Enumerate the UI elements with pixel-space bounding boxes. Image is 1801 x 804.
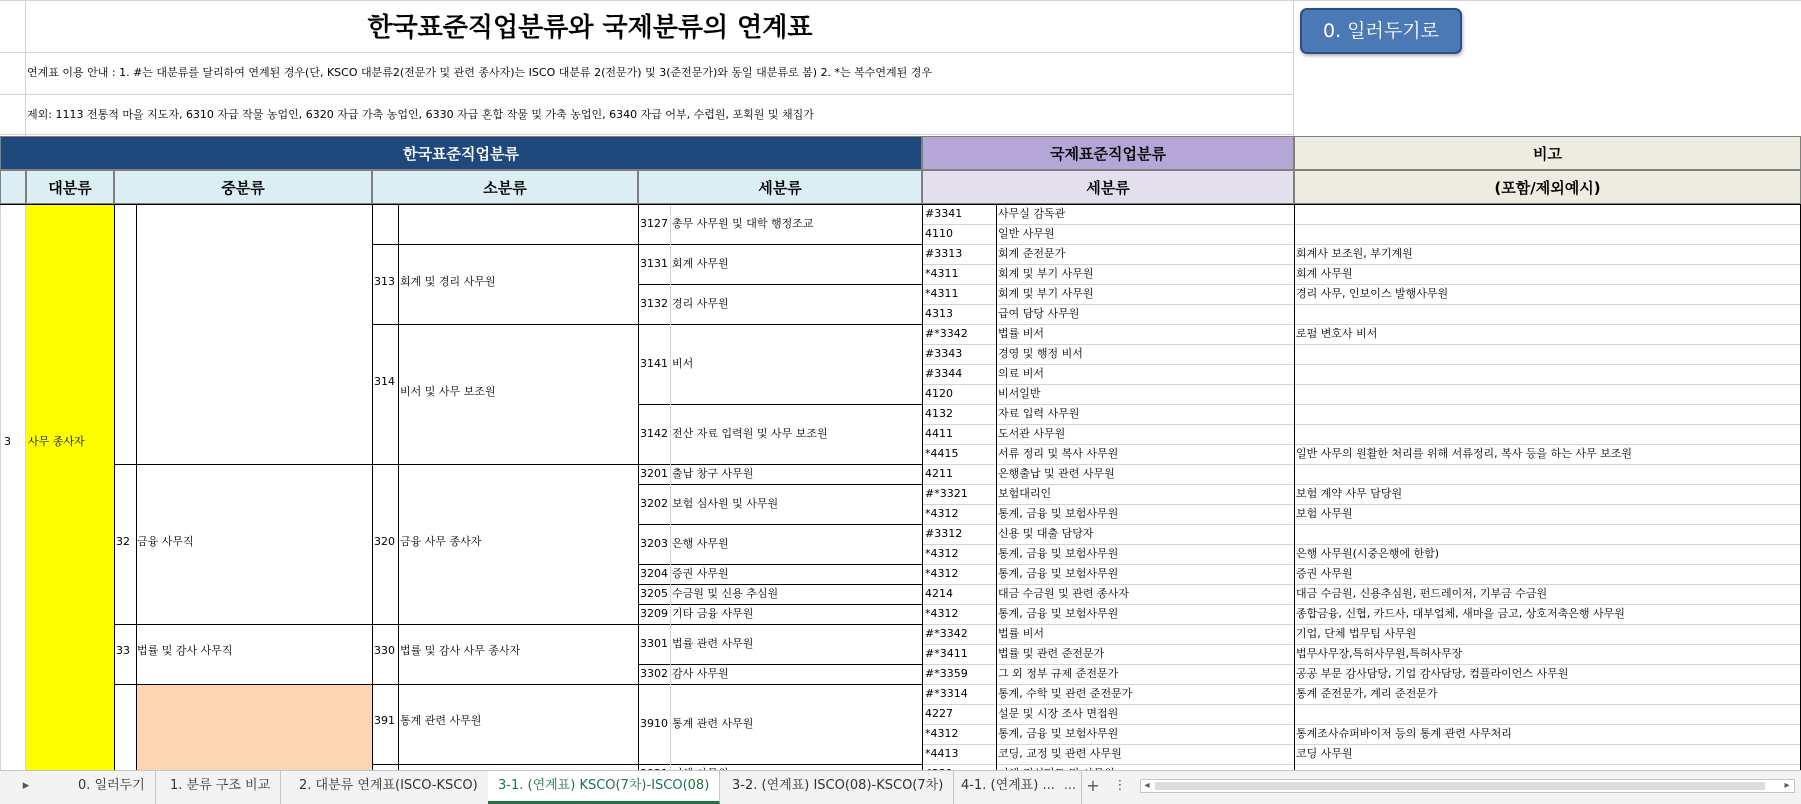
isco-code: *4312 bbox=[925, 567, 959, 580]
isco-code: *4415 bbox=[925, 447, 959, 460]
isco-code: #*3359 bbox=[925, 667, 968, 680]
header-spacer bbox=[0, 170, 26, 204]
isco-name: 보험대리인 bbox=[998, 487, 1052, 500]
unit-code: 3127 bbox=[640, 217, 668, 230]
unit-name: 출납 창구 사무원 bbox=[672, 467, 754, 480]
unit-name: 수금원 및 신용 추심원 bbox=[672, 587, 779, 600]
grid-line bbox=[0, 204, 1801, 205]
isco-code: *4312 bbox=[925, 607, 959, 620]
grid-line bbox=[372, 244, 638, 245]
isco-code: #*3321 bbox=[925, 487, 968, 500]
grid-line bbox=[25, 0, 26, 136]
grid-line bbox=[372, 464, 638, 465]
unit-name: 경리 사무원 bbox=[672, 297, 729, 310]
isco-code: 4214 bbox=[925, 587, 953, 600]
isco-name: 회계 및 부기 사무원 bbox=[998, 267, 1094, 280]
grid-line bbox=[398, 204, 399, 770]
minor-name: 금융 사무 종사자 bbox=[400, 535, 482, 548]
unit-code: 3301 bbox=[640, 637, 668, 650]
grid-line bbox=[638, 524, 922, 525]
grid-line bbox=[372, 204, 373, 770]
note-text: 로펌 변호사 비서 bbox=[1296, 327, 1378, 340]
options-icon[interactable]: ⋮ bbox=[1113, 778, 1127, 793]
note-text: 회계 사무원 bbox=[1296, 267, 1353, 280]
note-text: 증권 사무원 bbox=[1296, 567, 1353, 580]
grid-line bbox=[638, 244, 922, 245]
unit-code: 3202 bbox=[640, 497, 668, 510]
isco-name: 일반 사무원 bbox=[998, 227, 1055, 240]
isco-code: 4313 bbox=[925, 307, 953, 320]
grid-line bbox=[114, 204, 115, 770]
mid-code: 32 bbox=[116, 535, 130, 548]
unit-code: 3201 bbox=[640, 467, 668, 480]
mid-code: 33 bbox=[116, 644, 130, 657]
note-text: 통계조사슈퍼바이저 등의 통계 관련 사무처리 bbox=[1296, 727, 1512, 740]
unit-name: 기타 금융 사무원 bbox=[672, 607, 754, 620]
note-text: 일반 사무의 원활한 처리를 위해 서류정리, 복사 등을 하는 사무 보조원 bbox=[1296, 447, 1632, 460]
major-name: 사무 종사자 bbox=[28, 435, 85, 448]
unit-code: 3205 bbox=[640, 587, 668, 600]
isco-name: 자료 입력 사무원 bbox=[998, 407, 1080, 420]
isco-name: 법률 비서 bbox=[998, 327, 1045, 340]
grid-line bbox=[0, 134, 1294, 135]
isco-code: 4211 bbox=[925, 467, 953, 480]
tab-next[interactable]: 4-1. (연계표) ... bbox=[951, 771, 1082, 804]
grid-line bbox=[114, 684, 372, 685]
unit-code: 3302 bbox=[640, 667, 668, 680]
grid-line bbox=[638, 684, 922, 685]
isco-name: 급여 담당 사무원 bbox=[998, 307, 1080, 320]
isco-name: 그 외 정부 규제 준전문가 bbox=[998, 667, 1119, 680]
column-header-unit: 세분류 bbox=[638, 170, 922, 204]
unit-code: 3132 bbox=[640, 297, 668, 310]
unit-name: 감사 사무원 bbox=[672, 667, 729, 680]
minor-name: 법률 및 감사 사무 종사자 bbox=[400, 644, 521, 657]
isco-code: #3343 bbox=[925, 347, 963, 360]
unit-code: 3141 bbox=[640, 357, 668, 370]
note-header: 비고 bbox=[1294, 136, 1801, 170]
column-header-major: 대분류 bbox=[26, 170, 114, 204]
grid-line bbox=[114, 624, 372, 625]
grid-line bbox=[0, 204, 1, 770]
isco-name: 회계 준전문가 bbox=[998, 247, 1066, 260]
column-header-note-sub: (포함/제외예시) bbox=[1294, 170, 1801, 204]
isco-code: #*3411 bbox=[925, 647, 968, 660]
minor-name: 통계 관련 사무원 bbox=[400, 714, 482, 727]
minor-code: 330 bbox=[374, 644, 395, 657]
note-text: 법무사무장,특허사무원,특허사무장 bbox=[1296, 647, 1463, 660]
grid-line bbox=[996, 204, 997, 770]
column-header-sub-major: 중분류 bbox=[114, 170, 372, 204]
isco-code: #*3314 bbox=[925, 687, 968, 700]
minor-code: 314 bbox=[374, 375, 395, 388]
note-text: 은행 사무원(시중은행에 한함) bbox=[1296, 547, 1440, 560]
isco-name: 대금 수금원 및 관련 종사자 bbox=[998, 587, 1129, 600]
unit-code: 3209 bbox=[640, 607, 668, 620]
horizontal-scrollbar[interactable] bbox=[1140, 779, 1795, 793]
grid-line bbox=[0, 94, 1294, 95]
ksco-header: 한국표준직업분류 bbox=[0, 136, 922, 170]
isco-code: *4312 bbox=[925, 507, 959, 520]
page-title: 한국표준직업분류와 국제분류의 연계표 bbox=[367, 13, 813, 43]
column-header-minor: 소분류 bbox=[372, 170, 638, 204]
grid-line bbox=[670, 204, 671, 770]
note-text: 보험 계약 사무 담당원 bbox=[1296, 487, 1403, 500]
isco-name: 설문 및 시장 조사 면접원 bbox=[998, 707, 1119, 720]
unit-name: 전산 자료 입력원 및 사무 보조원 bbox=[672, 427, 828, 440]
unit-name: 증권 사무원 bbox=[672, 567, 729, 580]
isco-name: 도서관 사무원 bbox=[998, 427, 1066, 440]
isco-code: 4120 bbox=[925, 387, 953, 400]
note-text: 대금 수금원, 신용추심원, 펀드레이저, 기부금 수금원 bbox=[1296, 587, 1548, 600]
unit-name: 은행 사무원 bbox=[672, 537, 729, 550]
isco-name: 회계 및 부기 사무원 bbox=[998, 287, 1094, 300]
note-text: 보험 사무원 bbox=[1296, 507, 1353, 520]
isco-code: #3313 bbox=[925, 247, 963, 260]
minor-code: 391 bbox=[374, 714, 395, 727]
grid-line bbox=[114, 464, 372, 465]
scroll-left-icon[interactable]: ◂ bbox=[1144, 780, 1150, 791]
isco-code: #*3342 bbox=[925, 327, 968, 340]
grid-line bbox=[372, 684, 638, 685]
unit-code: 3204 bbox=[640, 567, 668, 580]
isco-code: #*3342 bbox=[925, 627, 968, 640]
note-text: 회계사 보조원, 부기계원 bbox=[1296, 247, 1413, 260]
isco-name: 통계, 금융 및 보험사무원 bbox=[998, 507, 1119, 520]
note-text: 통계 준전문가, 계리 준전문가 bbox=[1296, 687, 1438, 700]
unit-code: 3910 bbox=[640, 717, 668, 730]
mid-name: 금융 사무직 bbox=[137, 535, 194, 548]
highlighted-cell[interactable] bbox=[136, 685, 372, 770]
unit-name: 회계 사무원 bbox=[672, 257, 729, 270]
go-to-guide-button[interactable]: 0. 일러두기로 bbox=[1300, 8, 1462, 54]
note-text: 코딩 사무원 bbox=[1296, 747, 1353, 760]
grid-line bbox=[638, 204, 639, 770]
isco-name: 법률 비서 bbox=[998, 627, 1045, 640]
minor-name: 비서 및 사무 보조원 bbox=[400, 385, 496, 398]
grid-line bbox=[638, 284, 922, 285]
grid-line bbox=[25, 204, 26, 770]
grid-line bbox=[922, 204, 923, 770]
unit-code: 3142 bbox=[640, 427, 668, 440]
mid-name: 법률 및 감사 사무직 bbox=[137, 644, 233, 657]
isco-name: 의료 비서 bbox=[998, 367, 1045, 380]
isco-name: 비서일반 bbox=[998, 387, 1041, 400]
grid-line bbox=[1293, 0, 1294, 136]
unit-name: 통계 관련 사무원 bbox=[672, 717, 754, 730]
grid-line bbox=[638, 484, 922, 485]
isco-name: 서류 정리 및 복사 사무원 bbox=[998, 447, 1119, 460]
grid-line bbox=[0, 52, 1294, 53]
unit-name: 보험 심사원 및 사무원 bbox=[672, 497, 779, 510]
minor-name: 회계 및 경리 사무원 bbox=[400, 275, 496, 288]
isco-name: 통계, 금융 및 보험사무원 bbox=[998, 547, 1119, 560]
isco-header: 국제표준직업분류 bbox=[922, 136, 1294, 170]
isco-name: 사무실 감독관 bbox=[998, 207, 1066, 220]
tab-major-link[interactable]: 2. 대분류 연계표(ISCO-KSCO) bbox=[289, 771, 489, 804]
note-text: 종합금융, 신협, 카드사, 대부업체, 새마을 금고, 상호저축은행 사무원 bbox=[1296, 607, 1625, 620]
unit-code: 3203 bbox=[640, 537, 668, 550]
grid-line bbox=[638, 624, 922, 625]
isco-code: #3341 bbox=[925, 207, 963, 220]
scroll-right-icon[interactable]: ▸ bbox=[1784, 780, 1790, 791]
note-text: 경리 사무, 인보이스 발행사무원 bbox=[1296, 287, 1449, 300]
sheet-tab-bar bbox=[0, 770, 1801, 804]
grid-line bbox=[372, 764, 638, 765]
isco-name: 코딩, 교정 및 관련 사무원 bbox=[998, 747, 1122, 760]
isco-name: 은행출납 및 관련 사무원 bbox=[998, 467, 1115, 480]
exclusion-note: 제외: 1113 전통적 마을 지도자, 6310 자급 작물 농업인, 6320 자급 가축 농업인, 6330 자급 혼합 작물 및 가축 농업인, 6340 자급 어부, 수렵원, 포획원 및 채집가 bbox=[27, 108, 814, 121]
isco-code: #3312 bbox=[925, 527, 963, 540]
tab-guide[interactable]: 0. 일러두기 bbox=[68, 771, 156, 804]
isco-code: #3344 bbox=[925, 367, 963, 380]
column-header-isco-unit: 세분류 bbox=[922, 170, 1294, 204]
isco-code: *4311 bbox=[925, 287, 959, 300]
isco-code: 4110 bbox=[925, 227, 953, 240]
isco-name: 통계, 금융 및 보험사무원 bbox=[998, 607, 1119, 620]
isco-code: *4413 bbox=[925, 747, 959, 760]
usage-note: 연계표 이용 안내 : 1. #는 대분류를 달리하여 연계된 경우(단, KSCO 대분류2(전문가 및 관련 종사자)는 ISCO 대분류 2(전문가) 및 3(준전문가)와 동일 대분류로 봄) 2. *는 복수연계된 경우 bbox=[27, 66, 933, 79]
unit-name: 총무 사무원 및 대학 행정조교 bbox=[672, 217, 814, 230]
isco-code: 4227 bbox=[925, 707, 953, 720]
unit-name: 비서 bbox=[672, 357, 694, 370]
isco-code: *4312 bbox=[925, 547, 959, 560]
grid-line bbox=[1294, 204, 1295, 770]
tab-isco-ksco[interactable]: 3-2. (연계표) ISCO(08)-KSCO(7차) bbox=[722, 771, 954, 804]
isco-code: *4311 bbox=[925, 267, 959, 280]
isco-code: 4411 bbox=[925, 427, 953, 440]
grid-line bbox=[136, 204, 137, 770]
isco-code: *4312 bbox=[925, 727, 959, 740]
grid-line bbox=[638, 324, 922, 325]
grid-line bbox=[638, 404, 922, 405]
major-cell[interactable] bbox=[26, 204, 114, 770]
tab-ksco-isco[interactable]: 3-1. (연계표) KSCO(7차)-ISCO(08) bbox=[488, 771, 720, 804]
grid-line bbox=[372, 624, 638, 625]
add-sheet-icon[interactable]: + bbox=[1086, 776, 1100, 795]
isco-name: 통계, 수학 및 관련 준전문가 bbox=[998, 687, 1133, 700]
scrollbar-thumb[interactable] bbox=[1155, 782, 1765, 790]
note-text: 공공 부문 감사담당, 기업 감사담당, 컴플라이언스 사무원 bbox=[1296, 667, 1569, 680]
isco-name: 신용 및 대출 담당자 bbox=[998, 527, 1094, 540]
tab-structure[interactable]: 1. 분류 구조 비교 bbox=[160, 771, 281, 804]
isco-name: 통계, 금융 및 보험사무원 bbox=[998, 727, 1119, 740]
isco-name: 법률 및 관련 준전문가 bbox=[998, 647, 1105, 660]
grid-line bbox=[0, 0, 1801, 1]
unit-name: 법률 관련 사무원 bbox=[672, 637, 754, 650]
isco-name: 경영 및 행정 비서 bbox=[998, 347, 1083, 360]
more-tabs-icon[interactable]: ... bbox=[1063, 778, 1077, 793]
minor-code: 320 bbox=[374, 535, 395, 548]
grid-line bbox=[372, 324, 638, 325]
unit-code: 3131 bbox=[640, 257, 668, 270]
note-text: 기업, 단체 법무팀 사무원 bbox=[1296, 627, 1417, 640]
minor-code: 313 bbox=[374, 275, 395, 288]
tab-scroll-icon[interactable]: ▸ bbox=[22, 778, 30, 793]
isco-code: 4132 bbox=[925, 407, 953, 420]
row-header: 3 bbox=[4, 435, 11, 448]
isco-name: 통계, 금융 및 보험사무원 bbox=[998, 567, 1119, 580]
